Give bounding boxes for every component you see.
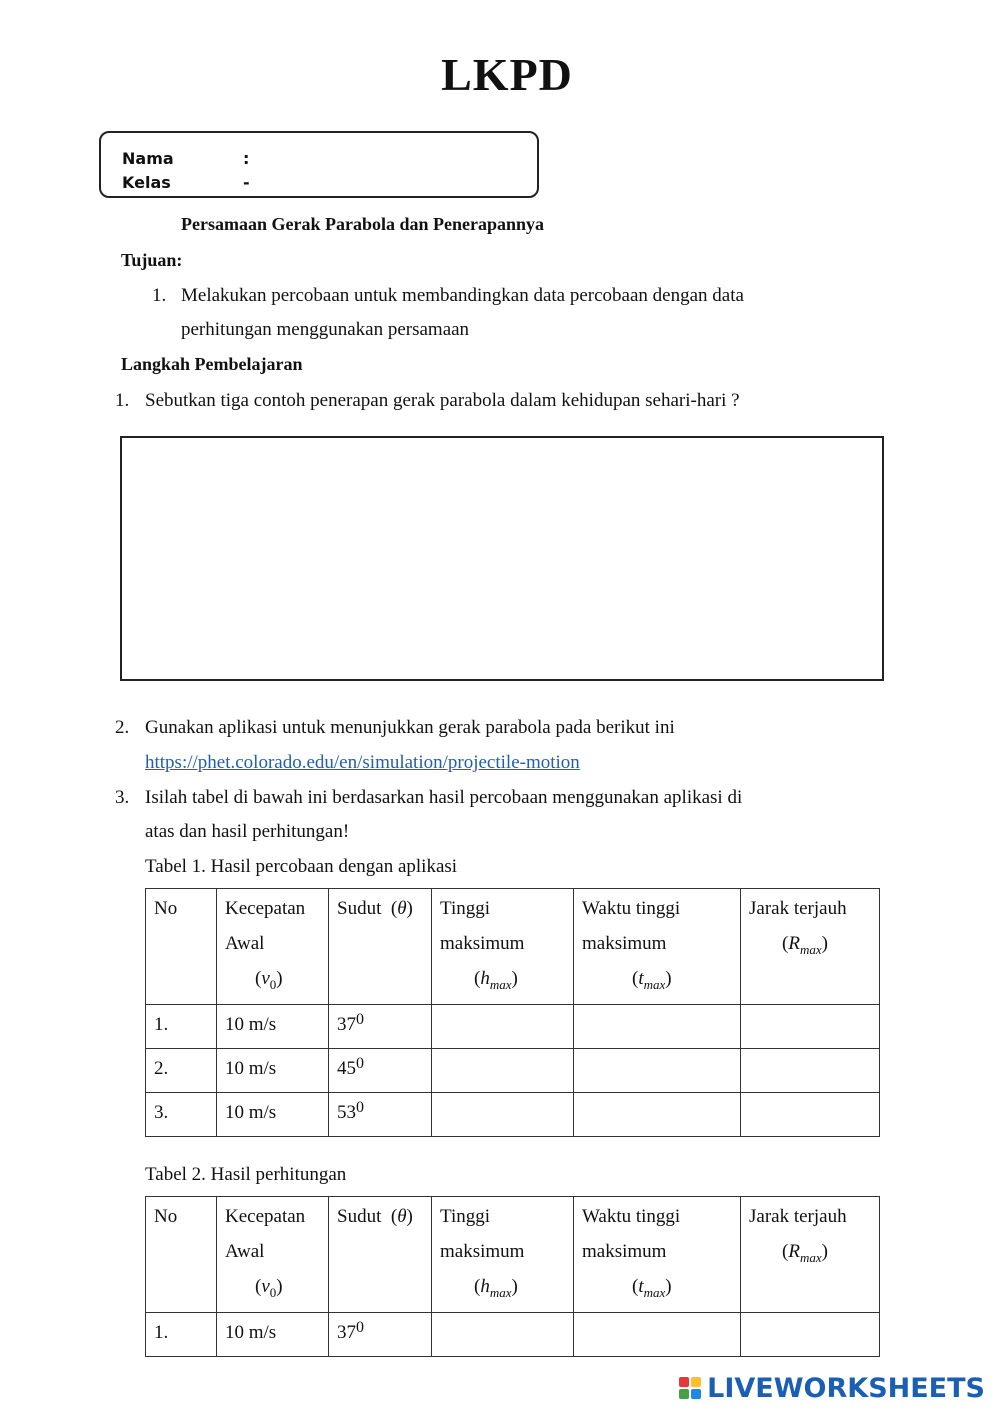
header-time-line1: Waktu tinggi <box>582 1206 681 1227</box>
header-height-line1: Tinggi <box>440 1206 490 1227</box>
header-initial-velocity <box>217 1197 329 1313</box>
row-angle: $37^0$ <box>329 1004 432 1048</box>
table-row <box>146 1048 880 1092</box>
row-velocity: 10 m/s <box>217 1312 329 1356</box>
question-3-line1: Isilah tabel di bawah ini berdasarkan hasil percobaan menggunakan aplikasi di <box>145 787 743 808</box>
tujuan-item-line1: Melakukan percobaan untuk membandingkan data percobaan dengan data <box>181 285 744 306</box>
header-velocity-line2: Awal <box>225 1241 265 1262</box>
row-time-input[interactable] <box>574 1092 741 1136</box>
header-height-symbol: $(h_{max})$ <box>474 1276 518 1300</box>
header-max-time <box>574 889 741 1005</box>
header-max-range <box>741 1197 880 1313</box>
table2-header-row <box>146 1197 880 1313</box>
header-height-line1: Tinggi <box>440 898 490 919</box>
table1-header-row <box>146 889 880 1005</box>
header-time-symbol: $(t_{max})$ <box>632 1276 672 1300</box>
logo-square-red <box>679 1377 689 1387</box>
table2 <box>145 1196 880 1357</box>
header-height-line2: maksimum <box>440 933 525 954</box>
row-height-input[interactable] <box>432 1004 574 1048</box>
row-range-input[interactable] <box>741 1092 880 1136</box>
header-range-line1: Jarak terjauh <box>749 1206 847 1227</box>
question-1-text: Sebutkan tiga contoh penerapan gerak parabola dalam kehidupan sehari-hari ? <box>145 390 740 411</box>
header-velocity-symbol: $(v_0)$ <box>255 1276 283 1300</box>
row-range-input[interactable] <box>741 1048 880 1092</box>
header-velocity-line2: Awal <box>225 933 265 954</box>
header-range-symbol: $(R_{max})$ <box>782 1241 828 1265</box>
row-time-input[interactable] <box>574 1048 741 1092</box>
page-title: LKPD <box>441 49 573 100</box>
name-label: Nama <box>122 149 174 168</box>
header-velocity-line1: Kecepatan <box>225 898 306 919</box>
header-height-symbol: $(h_{max})$ <box>474 968 518 992</box>
row-angle: $45^0$ <box>329 1048 432 1092</box>
header-max-height <box>432 889 574 1005</box>
header-initial-velocity <box>217 889 329 1005</box>
answer-box[interactable] <box>120 436 884 681</box>
table2-caption: Tabel 2. Hasil perhitungan <box>145 1164 347 1185</box>
row-no: 3. <box>146 1092 217 1136</box>
row-velocity: 10 m/s <box>217 1092 329 1136</box>
header-no: No <box>146 889 217 1005</box>
row-range-input[interactable] <box>741 1312 880 1356</box>
logo-square-green <box>679 1389 689 1399</box>
table1 <box>145 888 880 1137</box>
tujuan-item-number: 1. <box>152 285 167 306</box>
row-range-input[interactable] <box>741 1004 880 1048</box>
class-label: Kelas <box>122 173 171 192</box>
table-row <box>146 1312 880 1356</box>
row-angle: $37^0$ <box>329 1312 432 1356</box>
phet-simulation-link[interactable]: https://phet.colorado.edu/en/simulation/projectile-motion <box>145 752 580 773</box>
header-max-time <box>574 1197 741 1313</box>
header-angle-line: Sudut (θ) <box>337 898 413 919</box>
tujuan-heading: Tujuan: <box>121 250 183 270</box>
row-no: 1. <box>146 1004 217 1048</box>
header-velocity-line1: Kecepatan <box>225 1206 306 1227</box>
header-time-line2: maksimum <box>582 1241 667 1262</box>
name-separator: : <box>243 149 250 168</box>
header-no: No <box>146 1197 217 1313</box>
row-angle: $53^0$ <box>329 1092 432 1136</box>
question-3-number: 3. <box>115 787 130 808</box>
header-max-height <box>432 1197 574 1313</box>
table-row <box>146 1092 880 1136</box>
table-row <box>146 1004 880 1048</box>
tujuan-item-line2: perhitungan menggunakan persamaan <box>181 319 470 340</box>
liveworksheets-logo <box>679 1372 985 1404</box>
header-velocity-symbol: $(v_0)$ <box>255 968 283 992</box>
row-velocity: 10 m/s <box>217 1004 329 1048</box>
header-range-line1: Jarak terjauh <box>749 898 847 919</box>
row-height-input[interactable] <box>432 1312 574 1356</box>
row-time-input[interactable] <box>574 1312 741 1356</box>
class-separator: - <box>243 173 250 192</box>
logo-square-blue <box>691 1389 701 1399</box>
row-time-input[interactable] <box>574 1004 741 1048</box>
question-2-text: Gunakan aplikasi untuk menunjukkan gerak parabola pada berikut ini <box>145 717 675 738</box>
row-height-input[interactable] <box>432 1048 574 1092</box>
liveworksheets-logo-icon <box>679 1377 701 1399</box>
table1-caption: Tabel 1. Hasil percobaan dengan aplikasi <box>145 856 458 877</box>
langkah-heading: Langkah Pembelajaran <box>121 354 303 374</box>
row-no: 2. <box>146 1048 217 1092</box>
header-time-line1: Waktu tinggi <box>582 898 681 919</box>
header-angle-line: Sudut (θ) <box>337 1206 413 1227</box>
logo-square-yellow <box>691 1377 701 1387</box>
row-velocity: 10 m/s <box>217 1048 329 1092</box>
row-height-input[interactable] <box>432 1092 574 1136</box>
question-2-number: 2. <box>115 717 130 738</box>
header-time-line2: maksimum <box>582 933 667 954</box>
question-3-line2: atas dan hasil perhitungan! <box>145 821 350 842</box>
question-1-number: 1. <box>115 390 130 411</box>
header-range-symbol: $(R_{max})$ <box>782 933 828 957</box>
identity-box <box>99 131 539 198</box>
subtitle: Persamaan Gerak Parabola dan Penerapannya <box>181 214 544 234</box>
header-height-line2: maksimum <box>440 1241 525 1262</box>
liveworksheets-brand-text: LIVEWORKSHEETS <box>707 1372 985 1404</box>
header-angle <box>329 889 432 1005</box>
header-time-symbol: $(t_{max})$ <box>632 968 672 992</box>
header-max-range <box>741 889 880 1005</box>
row-no: 1. <box>146 1312 217 1356</box>
header-angle <box>329 1197 432 1313</box>
